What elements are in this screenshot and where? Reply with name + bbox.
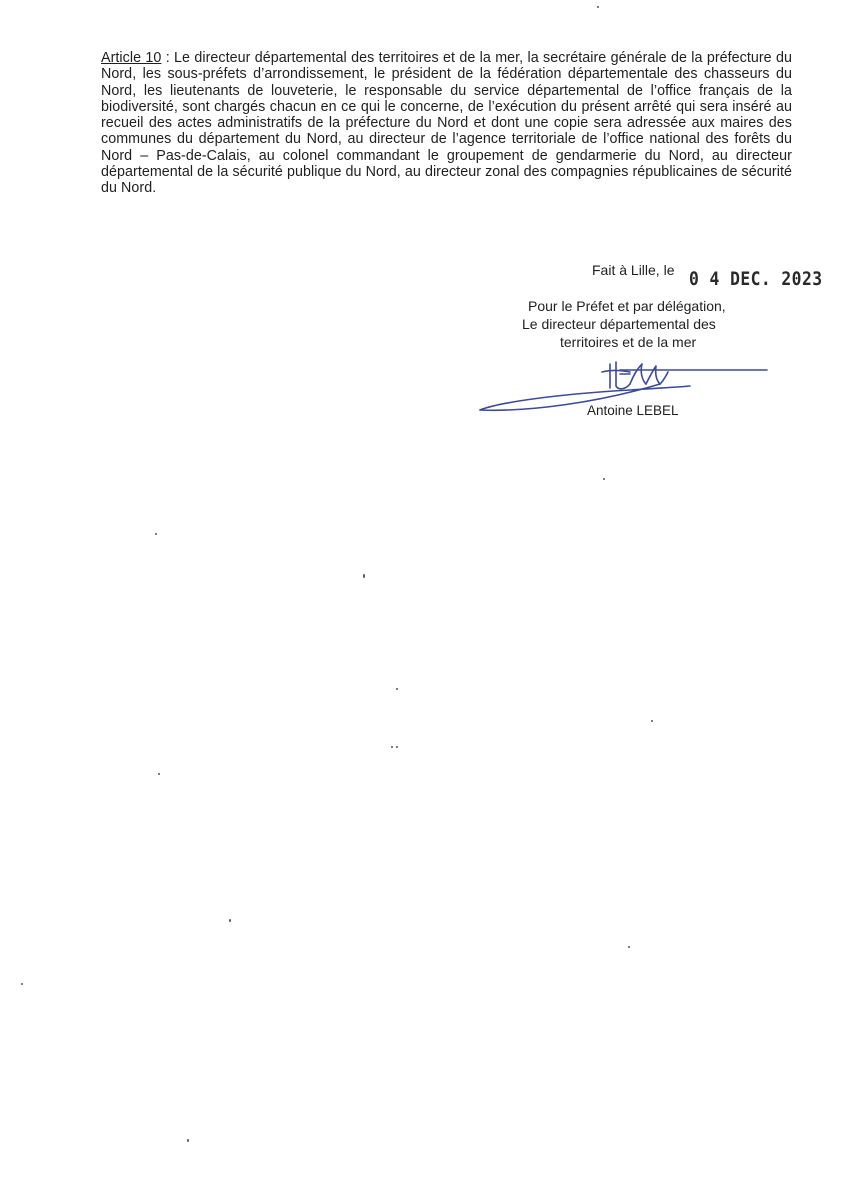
signer-name: Antoine LEBEL: [587, 403, 679, 418]
signer-title-line-2: territoires et de la mer: [560, 334, 697, 350]
scan-speck: [603, 478, 605, 480]
scan-speck: [396, 688, 398, 690]
date-stamp: 0 4 DEC. 2023: [689, 268, 823, 290]
scan-speck: [229, 919, 231, 922]
scan-speck: [363, 574, 365, 578]
article-label: Article 10: [101, 50, 162, 66]
scan-speck: [158, 773, 160, 775]
scan-speck: [21, 983, 23, 985]
scan-speck: [187, 1139, 189, 1142]
delegation-line: Pour le Préfet et par délégation,: [528, 298, 726, 314]
article-text: : Le directeur départemental des territoires et de la mer, la secrétaire générale de la préfecture du Nord, les sous-préfets d’arrondissement, le président de la fédération départementale des chasseurs du Nord, les lieutenants de louveterie, le responsable du service départemental de l’office français de la biodiversité, sont chargés chacun en ce qui le concerne, de l’exécution du présent arrêté qui sera inséré au recueil des actes administratifs de la préfecture du Nord et dont une copie sera adressée aux maires des communes du département du Nord, au directeur de l’agence territoriale de l’office national des forêts du Nord – Pas-de-Calais, au colonel commandant le groupement de gendarmerie du Nord, au directeur départemental de la sécurité publique du Nord, au directeur zonal des compagnies républicaines de sécurité du Nord.: [101, 50, 792, 197]
article-10-paragraph: [101, 50, 792, 197]
scan-speck: [155, 533, 157, 535]
scan-speck: [628, 946, 630, 948]
signer-title-line-1: Le directeur départemental des: [522, 316, 716, 332]
place-date-prefix: Fait à Lille, le: [592, 262, 675, 278]
scan-speck: [396, 746, 398, 748]
scan-speck: [651, 720, 653, 722]
scan-speck: [391, 746, 393, 748]
scan-speck: [597, 6, 599, 8]
